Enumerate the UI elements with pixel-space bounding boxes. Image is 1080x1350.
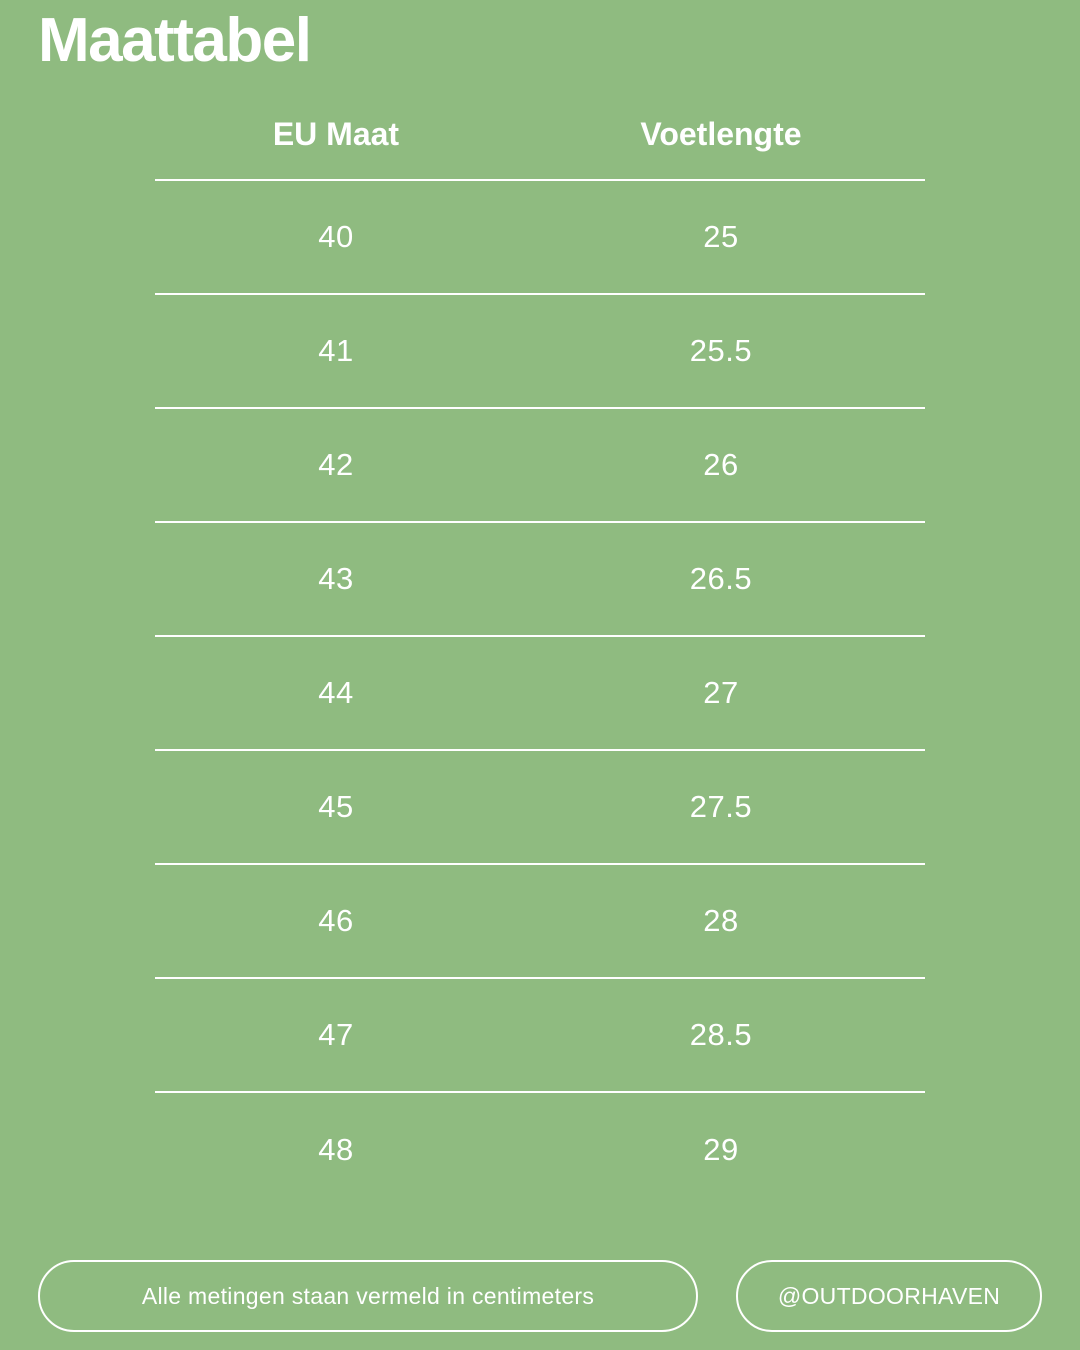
- cell-foot-length: 25.5: [517, 294, 925, 408]
- page-title: Maattabel: [38, 6, 311, 75]
- table-row: [155, 750, 925, 864]
- cell-foot-length: 28.5: [517, 978, 925, 1092]
- cell-foot-length: 26: [517, 408, 925, 522]
- cell-eu-size: 47: [155, 978, 517, 1092]
- cell-eu-size: 46: [155, 864, 517, 978]
- cell-foot-length: 29: [517, 1092, 925, 1206]
- cell-eu-size: 40: [155, 180, 517, 294]
- table-row: [155, 978, 925, 1092]
- cell-foot-length: 26.5: [517, 522, 925, 636]
- cell-foot-length: 25: [517, 180, 925, 294]
- cell-foot-length: 28: [517, 864, 925, 978]
- cell-foot-length: 27.5: [517, 750, 925, 864]
- size-table-body: [155, 180, 925, 1206]
- table-row: [155, 864, 925, 978]
- measurement-note-badge: Alle metingen staan vermeld in centimeters: [38, 1260, 698, 1332]
- footer: [0, 1260, 1080, 1332]
- table-row: [155, 294, 925, 408]
- cell-eu-size: 42: [155, 408, 517, 522]
- cell-eu-size: 48: [155, 1092, 517, 1206]
- cell-eu-size: 44: [155, 636, 517, 750]
- cell-eu-size: 43: [155, 522, 517, 636]
- table-row: [155, 1092, 925, 1206]
- table-row: [155, 636, 925, 750]
- cell-eu-size: 41: [155, 294, 517, 408]
- size-table: [155, 116, 925, 1206]
- table-header-row: [155, 116, 925, 180]
- table-row: [155, 180, 925, 294]
- table-row: [155, 522, 925, 636]
- cell-foot-length: 27: [517, 636, 925, 750]
- size-table-head: [155, 116, 925, 180]
- brand-handle-badge: @OUTDOORHAVEN: [736, 1260, 1042, 1332]
- cell-eu-size: 45: [155, 750, 517, 864]
- column-header-eu-size: EU Maat: [272, 116, 400, 152]
- column-header-foot-length: Voetlengte: [640, 116, 802, 152]
- size-table-container: [155, 116, 925, 1206]
- table-row: [155, 408, 925, 522]
